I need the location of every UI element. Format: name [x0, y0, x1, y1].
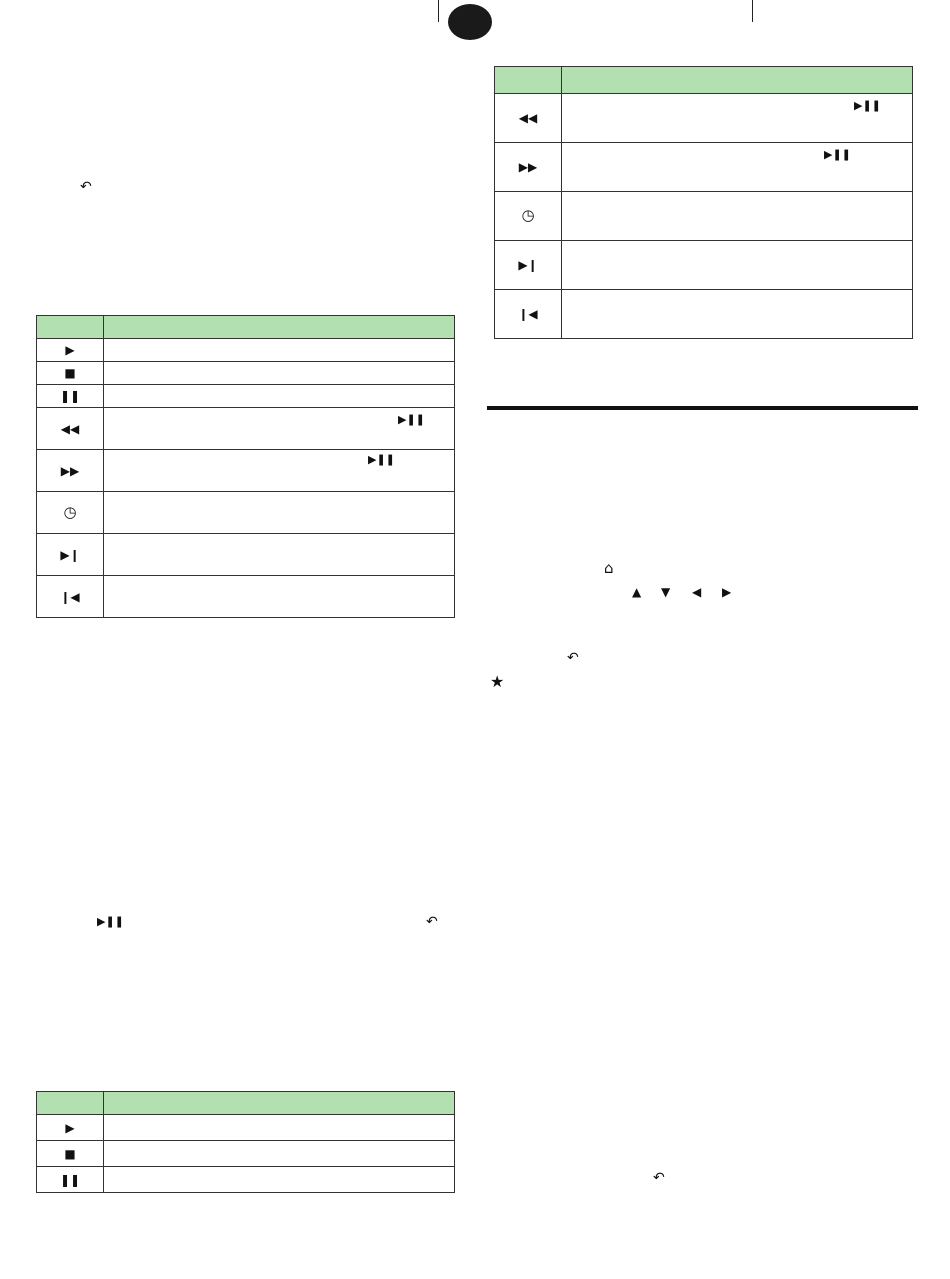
back-icon: ↶: [80, 179, 92, 195]
table-row: [37, 339, 455, 362]
header-cell-button: [37, 316, 104, 339]
pause-icon: ❚❚: [59, 1172, 81, 1187]
star-icon: ★: [490, 672, 505, 691]
table-row: [495, 94, 913, 143]
row-description: [104, 492, 455, 534]
table-row: [495, 241, 913, 290]
rewind-icon: ◀◀: [60, 421, 80, 436]
down-arrow-icon: ▼: [661, 585, 671, 599]
next-icon: ▶❙: [518, 258, 538, 272]
row-description: [562, 241, 913, 290]
home-icon: ⌂: [604, 559, 614, 577]
row-description: [104, 339, 455, 362]
row-description: [562, 143, 913, 192]
table-row: [37, 492, 455, 534]
previous-icon: ❙◀: [60, 589, 80, 604]
next-icon: ▶❙: [60, 547, 80, 562]
stop-icon: ■: [64, 1146, 76, 1161]
play-icon: ▶: [65, 1120, 75, 1135]
row-description: [104, 385, 455, 408]
clock-icon: ◷: [521, 206, 535, 224]
left-arrow-icon: ◀: [692, 585, 702, 599]
row-description: [104, 576, 455, 618]
table-row: [37, 450, 455, 492]
playback-controls-table-2: [36, 1091, 455, 1193]
right-arrow-icon: ▶: [722, 585, 732, 599]
row-description: [562, 290, 913, 339]
header-cell-action: [104, 316, 455, 339]
stop-icon: ■: [64, 366, 76, 380]
table-row: [37, 362, 455, 385]
playback-controls-table: [36, 315, 455, 618]
fast-forward-icon: ▶▶: [518, 160, 538, 174]
play-pause-icon: ▶❚❚: [854, 99, 881, 112]
table-row: [37, 385, 455, 408]
table-header-row: [495, 67, 913, 94]
header-cell-button: [37, 1092, 104, 1115]
play-pause-icon: ▶❚❚: [368, 453, 395, 466]
up-arrow-icon: ▲: [632, 585, 642, 599]
table-row: [37, 1141, 455, 1167]
table-row: [37, 1167, 455, 1193]
row-description: [104, 408, 455, 450]
page-number-badge: [448, 4, 492, 40]
previous-icon: ❙◀: [518, 307, 538, 321]
back-icon: ↶: [567, 650, 579, 666]
table-row: [495, 143, 913, 192]
row-description: [562, 192, 913, 241]
table-header-row: [37, 1092, 455, 1115]
pause-icon: ❚❚: [59, 389, 81, 403]
header-cell-action: [104, 1092, 455, 1115]
table-row: [37, 1115, 455, 1141]
table-row: [37, 576, 455, 618]
table-row: [495, 192, 913, 241]
row-description: [104, 1141, 455, 1167]
play-pause-icon: ▶❚❚: [97, 915, 124, 928]
table-row: [37, 534, 455, 576]
play-pause-icon: ▶❚❚: [398, 413, 425, 426]
row-description: [104, 450, 455, 492]
table-header-row: [37, 316, 455, 339]
section-divider: [487, 406, 918, 410]
header-cell-button: [495, 67, 562, 94]
row-description: [104, 362, 455, 385]
back-icon: ↶: [426, 914, 438, 930]
table-row: [37, 408, 455, 450]
row-description: [104, 1167, 455, 1193]
play-icon: ▶: [65, 343, 75, 357]
rewind-icon: ◀◀: [518, 111, 538, 125]
clock-icon: ◷: [63, 502, 77, 521]
back-icon: ↶: [653, 1170, 665, 1186]
row-description: [562, 94, 913, 143]
trim-line-left: [438, 0, 439, 22]
table-row: [495, 290, 913, 339]
trim-line-right: [752, 0, 753, 22]
row-description: [104, 1115, 455, 1141]
fast-forward-icon: ▶▶: [60, 463, 80, 478]
header-cell-action: [562, 67, 913, 94]
row-description: [104, 534, 455, 576]
play-pause-icon: ▶❚❚: [824, 148, 851, 161]
playback-controls-table-3: [494, 66, 913, 339]
